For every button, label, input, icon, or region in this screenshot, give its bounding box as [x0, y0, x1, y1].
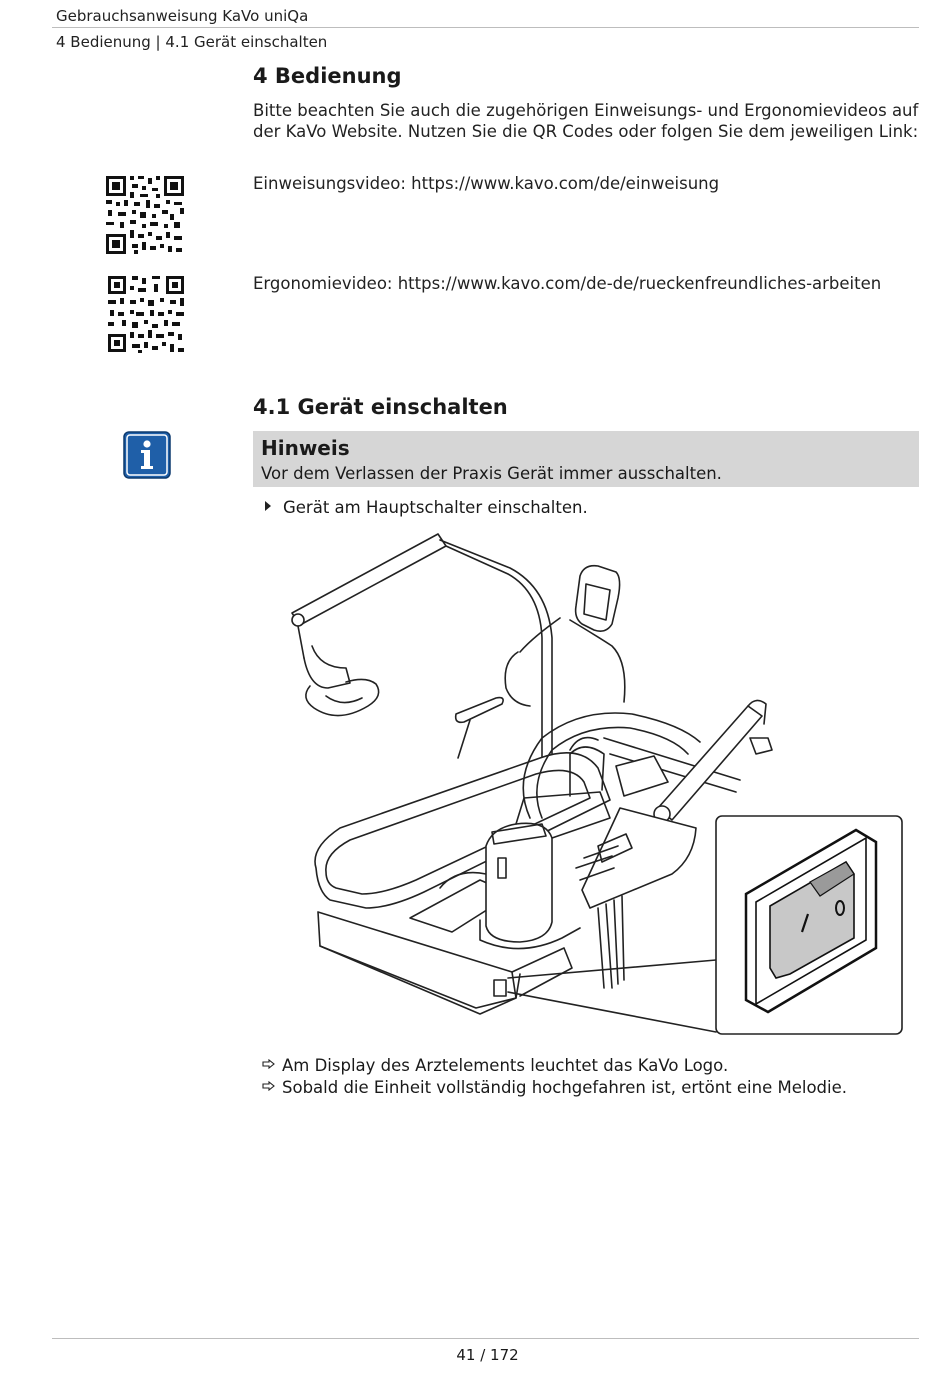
video-link-ergonomie[interactable]: Ergonomievideo: https://www.kavo.com/de-de/rueckenfreundliches-arbeiten [253, 274, 882, 293]
header-divider [52, 27, 919, 28]
breadcrumb: 4 Bedienung | 4.1 Gerät einschalten [56, 33, 328, 51]
hollow-arrow-right-icon [262, 1080, 282, 1095]
section-4-intro: Bitte beachten Sie auch die zugehörigen Einweisungs- und Ergonomievideos auf der KaVo Website. Nutzen Sie die QR Codes oder folgen Sie dem jeweiligen Link: [253, 101, 919, 141]
footer-divider [52, 1338, 919, 1339]
result-item [262, 1056, 728, 1075]
section-4-1-title: 4.1 Gerät einschalten [253, 395, 508, 419]
qr-code-ergonomie[interactable] [104, 272, 188, 356]
hollow-arrow-right-icon [262, 1058, 282, 1073]
note-text: Vor dem Verlassen der Praxis Gerät immer ausschalten. [261, 464, 722, 483]
document-title: Gebrauchsanweisung KaVo uniQa [56, 7, 309, 25]
triangle-right-icon [263, 500, 283, 516]
page-number: 41 / 172 [456, 1346, 519, 1364]
main-switch-detail [716, 816, 902, 1034]
action-step-text: Gerät am Hauptschalter einschalten. [283, 498, 588, 517]
action-step [263, 498, 588, 517]
info-icon [123, 431, 171, 479]
note-title: Hinweis [261, 436, 350, 460]
result-text-2: Sobald die Einheit vollständig hochgefahren ist, ertönt eine Melodie. [282, 1078, 848, 1097]
qr-code-einweisung[interactable] [104, 174, 186, 256]
video-link-einweisung[interactable]: Einweisungsvideo: https://www.kavo.com/de/einweisung [253, 174, 720, 193]
dental-unit-illustration [280, 528, 910, 1038]
note-box [253, 431, 919, 487]
section-4-title: 4 Bedienung [253, 64, 402, 88]
result-text-1: Am Display des Arztelements leuchtet das KaVo Logo. [282, 1056, 729, 1075]
result-item [262, 1078, 847, 1097]
